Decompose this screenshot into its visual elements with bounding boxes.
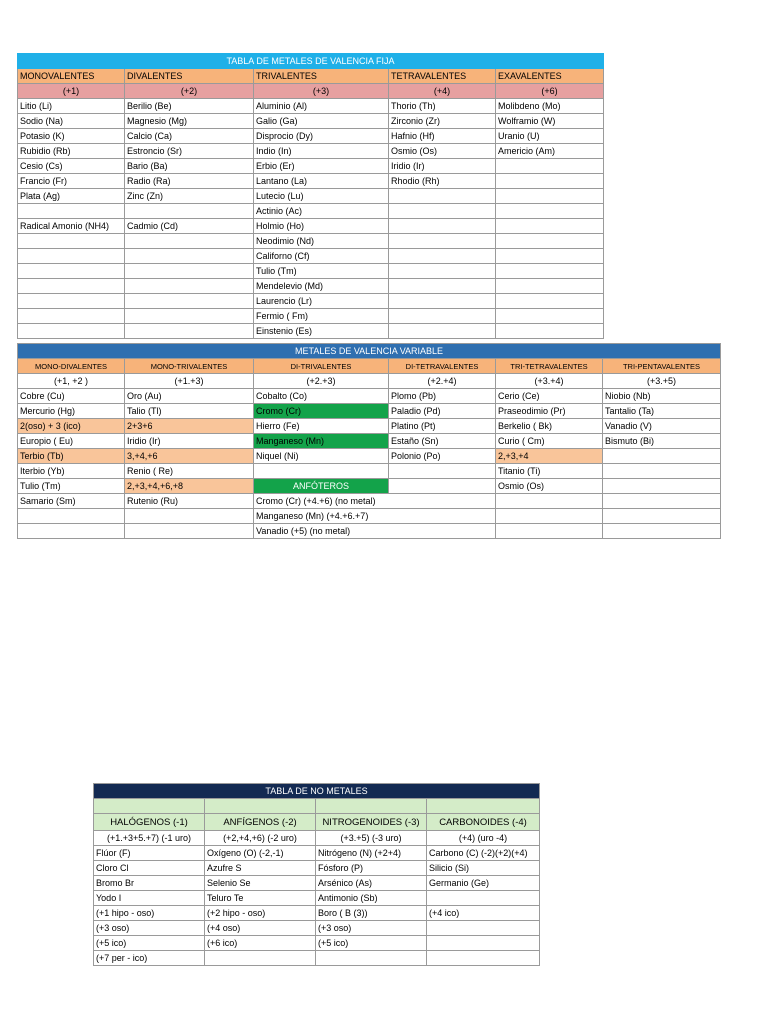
table-cell: Niquel (Ni) [254, 449, 389, 464]
header-cell: TETRAVALENTES [389, 69, 496, 84]
table-row [94, 951, 540, 966]
table-cell: Iterbio (Yb) [18, 464, 125, 479]
table-cell [18, 264, 125, 279]
table-row [18, 309, 604, 324]
table-cell: 3,+4,+6 [125, 449, 254, 464]
table-cell: Berkelio ( Bk) [496, 419, 603, 434]
table-cell [125, 294, 254, 309]
table-cell [427, 891, 540, 906]
valence-cell: (+4) [389, 84, 496, 99]
table-row [18, 159, 604, 174]
valence-cell: (+4) (uro -4) [427, 831, 540, 846]
table-cell [496, 249, 604, 264]
table-cell: Galio (Ga) [254, 114, 389, 129]
table-row [94, 936, 540, 951]
table-cell: Estroncio (Sr) [125, 144, 254, 159]
nonmetals-header-row [94, 814, 540, 831]
table-cell [316, 951, 427, 966]
table-cell: (+3 oso) [316, 921, 427, 936]
table-cell: Lutecio (Lu) [254, 189, 389, 204]
table-cell: Hafnio (Hf) [389, 129, 496, 144]
table-cell: Renio ( Re) [125, 464, 254, 479]
valence-cell: (+1.+3+5.+7) (-1 uro) [94, 831, 205, 846]
table-cell: Mercurio (Hg) [18, 404, 125, 419]
table-cell: Calcio (Ca) [125, 129, 254, 144]
table-cell: Bismuto (Bi) [603, 434, 721, 449]
table-cell [496, 174, 604, 189]
table-cell [389, 264, 496, 279]
table-cell: Curio ( Cm) [496, 434, 603, 449]
table-cell: Fermio ( Fm) [254, 309, 389, 324]
table-cell [496, 159, 604, 174]
table-cell: Radio (Ra) [125, 174, 254, 189]
table-cell [125, 309, 254, 324]
table-row [18, 434, 721, 449]
table-cell: Boro ( B (3)) [316, 906, 427, 921]
header-cell: MONOVALENTES [18, 69, 125, 84]
table-cell: Iridio (Ir) [389, 159, 496, 174]
table-row [18, 264, 604, 279]
table-cell [389, 479, 496, 494]
header-cell: ANFÍGENOS (-2) [205, 814, 316, 831]
table-cell: Francio (Fr) [18, 174, 125, 189]
table-cell [496, 309, 604, 324]
table-cell [496, 279, 604, 294]
table-row [18, 389, 721, 404]
table-cell: Actinio (Ac) [254, 204, 389, 219]
table-cell: Iridio (Ir) [125, 434, 254, 449]
table-cell: Arsénico (As) [316, 876, 427, 891]
table-cell: Potasio (K) [18, 129, 125, 144]
table-cell: Oro (Au) [125, 389, 254, 404]
table-cell: Teluro Te [205, 891, 316, 906]
table-cell: Vanadio (V) [603, 419, 721, 434]
fixed-table-body [18, 99, 604, 339]
table-cell: Polonio (Po) [389, 449, 496, 464]
table-cell [125, 509, 254, 524]
table-cell: (+7 per - ico) [94, 951, 205, 966]
table-cell [496, 509, 603, 524]
table-cell: (+6 ico) [205, 936, 316, 951]
table-cell: Hierro (Fe) [254, 419, 389, 434]
header-cell: TRIVALENTES [254, 69, 389, 84]
table-cell: 2+3+6 [125, 419, 254, 434]
table-cell [125, 249, 254, 264]
fixed-valence-table [17, 53, 604, 339]
table-cell: Magnesio (Mg) [125, 114, 254, 129]
table-cell [389, 249, 496, 264]
nonmetals-valence-row [94, 831, 540, 846]
table-cell [389, 509, 496, 524]
table-cell [389, 464, 496, 479]
table-cell: Osmio (Os) [496, 479, 603, 494]
header-cell: TRI-TETRAVALENTES [496, 359, 603, 374]
table-cell [389, 324, 496, 339]
table-cell [389, 219, 496, 234]
table-cell: Rhodio (Rh) [389, 174, 496, 189]
table-row [18, 449, 721, 464]
table-cell: Carbono (C) (-2)(+2)(+4) [427, 846, 540, 861]
table-row [18, 324, 604, 339]
table-row [18, 234, 604, 249]
header-cell: DIVALENTES [125, 69, 254, 84]
table-cell: Plata (Ag) [18, 189, 125, 204]
table-cell: Lantano (La) [254, 174, 389, 189]
valence-cell: (+3.+5) [603, 374, 721, 389]
valence-cell: (+3) [254, 84, 389, 99]
table-row [18, 404, 721, 419]
table-cell: Europio ( Eu) [18, 434, 125, 449]
valence-cell: (+2.+3) [254, 374, 389, 389]
fixed-table-title: TABLA DE METALES DE VALENCIA FIJA [18, 54, 604, 69]
table-cell: Cobalto (Co) [254, 389, 389, 404]
table-cell [125, 324, 254, 339]
table-cell: Cerio (Ce) [496, 389, 603, 404]
table-cell: Rutenio (Ru) [125, 494, 254, 509]
table-cell [603, 479, 721, 494]
valence-cell: (+2,+4,+6) (-2 uro) [205, 831, 316, 846]
table-cell: Sodio (Na) [18, 114, 125, 129]
table-cell [496, 219, 604, 234]
table-cell: Uranio (U) [496, 129, 604, 144]
table-cell [496, 264, 604, 279]
table-cell: Antimonio (Sb) [316, 891, 427, 906]
table-cell: Holmio (Ho) [254, 219, 389, 234]
table-cell: Germanio (Ge) [427, 876, 540, 891]
table-cell: Tantalio (Ta) [603, 404, 721, 419]
header-cell: DI-TRIVALENTES [254, 359, 389, 374]
table-cell [427, 951, 540, 966]
table-cell: Zirconio (Zr) [389, 114, 496, 129]
table-cell [389, 234, 496, 249]
table-cell: Plomo (Pb) [389, 389, 496, 404]
table-row [18, 129, 604, 144]
table-cell: Tulio (Tm) [254, 264, 389, 279]
table-cell: Manganeso (Mn) [254, 434, 389, 449]
table-cell: Americio (Am) [496, 144, 604, 159]
valence-cell: (+2.+4) [389, 374, 496, 389]
table-cell: Paladio (Pd) [389, 404, 496, 419]
table-cell: (+1 hipo - oso) [94, 906, 205, 921]
variable-valence-table [17, 343, 721, 539]
table-cell [496, 294, 604, 309]
header-cell: HALÓGENOS (-1) [94, 814, 205, 831]
variable-valence-row [18, 374, 721, 389]
table-cell: Erbio (Er) [254, 159, 389, 174]
table-row [18, 464, 721, 479]
table-cell: 2,+3,+4 [496, 449, 603, 464]
table-cell: Cromo (Cr) [254, 404, 389, 419]
table-row [18, 479, 721, 494]
table-row [18, 114, 604, 129]
table-cell [18, 234, 125, 249]
table-cell: Estaño (Sn) [389, 434, 496, 449]
table-cell: Zinc (Zn) [125, 189, 254, 204]
table-cell [389, 309, 496, 324]
table-cell: Rubidio (Rb) [18, 144, 125, 159]
table-cell: Samario (Sm) [18, 494, 125, 509]
table-cell: Yodo I [94, 891, 205, 906]
table-cell [389, 279, 496, 294]
table-row [94, 891, 540, 906]
valence-cell: (+2) [125, 84, 254, 99]
table-cell [18, 524, 125, 539]
variable-header-row [18, 359, 721, 374]
table-cell: Titanio (Ti) [496, 464, 603, 479]
table-cell [603, 449, 721, 464]
nonmetals-table-title: TABLA DE NO METALES [94, 784, 540, 799]
table-row [94, 876, 540, 891]
table-cell [18, 204, 125, 219]
table-cell [496, 189, 604, 204]
table-cell: Bario (Ba) [125, 159, 254, 174]
table-cell: (+5 ico) [94, 936, 205, 951]
table-row [94, 921, 540, 936]
table-cell [603, 464, 721, 479]
table-cell [389, 294, 496, 309]
table-cell: 2,+3,+4,+6,+8 [125, 479, 254, 494]
table-cell: Flúor (F) [94, 846, 205, 861]
table-cell: Platino (Pt) [389, 419, 496, 434]
table-cell: (+4 oso) [205, 921, 316, 936]
table-row [94, 861, 540, 876]
table-cell: (+4 ico) [427, 906, 540, 921]
table-cell [125, 524, 254, 539]
header-cell: MONO-TRIVALENTES [125, 359, 254, 374]
table-cell: Selenio Se [205, 876, 316, 891]
anfoteros-header: ANFÓTEROS [254, 479, 389, 494]
table-cell: Aluminio (Al) [254, 99, 389, 114]
table-cell [496, 324, 604, 339]
table-cell [496, 234, 604, 249]
table-cell [18, 294, 125, 309]
table-cell [125, 279, 254, 294]
table-cell [389, 494, 496, 509]
table-cell: Molibdeno (Mo) [496, 99, 604, 114]
valence-cell: (+3.+5) (-3 uro) [316, 831, 427, 846]
table-cell [254, 464, 389, 479]
table-cell [125, 264, 254, 279]
table-row [18, 509, 721, 524]
table-cell: Talio (Tl) [125, 404, 254, 419]
table-cell: Azufre S [205, 861, 316, 876]
table-cell: Californo (Cf) [254, 249, 389, 264]
header-cell: EXAVALENTES [496, 69, 604, 84]
table-cell: Mendelevio (Md) [254, 279, 389, 294]
table-cell [603, 509, 721, 524]
valence-cell: (+1.+3) [125, 374, 254, 389]
table-row [94, 906, 540, 921]
table-row [18, 249, 604, 264]
table-cell: Indio (In) [254, 144, 389, 159]
table-cell [18, 324, 125, 339]
table-cell [205, 951, 316, 966]
table-cell: Vanadio (+5) (no metal) [254, 524, 389, 539]
table-row [18, 189, 604, 204]
table-cell: Radical Amonio (NH4) [18, 219, 125, 234]
table-cell: Osmio (Os) [389, 144, 496, 159]
table-cell [125, 204, 254, 219]
table-cell: (+2 hipo - oso) [205, 906, 316, 921]
table-cell [389, 189, 496, 204]
table-cell [496, 494, 603, 509]
variable-table-title: METALES DE VALENCIA VARIABLE [18, 344, 721, 359]
table-cell: Oxígeno (O) (-2,-1) [205, 846, 316, 861]
table-row [18, 524, 721, 539]
table-row [18, 144, 604, 159]
table-cell: Thorio (Th) [389, 99, 496, 114]
table-row [18, 494, 721, 509]
variable-table-body [18, 389, 721, 539]
table-cell [603, 494, 721, 509]
table-cell: Cesio (Cs) [18, 159, 125, 174]
table-cell: Manganeso (Mn) (+4.+6.+7) [254, 509, 389, 524]
table-row [18, 294, 604, 309]
nonmetals-table-body [94, 846, 540, 966]
table-cell: Nitrógeno (N) (+2+4) [316, 846, 427, 861]
table-cell [18, 309, 125, 324]
table-cell: Berilio (Be) [125, 99, 254, 114]
header-cell: DI-TETRAVALENTES [389, 359, 496, 374]
header-cell: MONO-DIVALENTES [18, 359, 125, 374]
table-cell: Wolframio (W) [496, 114, 604, 129]
table-cell: Cromo (Cr) (+4.+6) (no metal) [254, 494, 389, 509]
table-cell: Neodimio (Nd) [254, 234, 389, 249]
fixed-valence-row [18, 84, 604, 99]
valence-cell: (+1, +2 ) [18, 374, 125, 389]
table-cell [18, 249, 125, 264]
valence-cell: (+3.+4) [496, 374, 603, 389]
table-cell: Disprocio (Dy) [254, 129, 389, 144]
fixed-header-row [18, 69, 604, 84]
table-row [18, 99, 604, 114]
header-cell: TRI-PENTAVALENTES [603, 359, 721, 374]
table-cell [496, 204, 604, 219]
table-cell [389, 524, 496, 539]
nonmetals-table [93, 783, 540, 966]
table-cell: Tulio (Tm) [18, 479, 125, 494]
table-cell: Praseodimio (Pr) [496, 404, 603, 419]
table-cell: Cadmio (Cd) [125, 219, 254, 234]
table-cell [18, 279, 125, 294]
table-cell [18, 509, 125, 524]
table-cell: Silicio (Si) [427, 861, 540, 876]
table-cell: Fósforo (P) [316, 861, 427, 876]
table-row [18, 204, 604, 219]
table-cell [389, 204, 496, 219]
table-cell: Bromo Br [94, 876, 205, 891]
table-cell: Laurencio (Lr) [254, 294, 389, 309]
table-cell: Niobio (Nb) [603, 389, 721, 404]
table-row [18, 419, 721, 434]
table-cell [603, 524, 721, 539]
valence-cell: (+6) [496, 84, 604, 99]
table-row [18, 279, 604, 294]
table-cell: 2(oso) + 3 (ico) [18, 419, 125, 434]
table-cell [427, 921, 540, 936]
valence-cell: (+1) [18, 84, 125, 99]
table-cell [427, 936, 540, 951]
table-cell: (+5 ico) [316, 936, 427, 951]
table-row [18, 219, 604, 234]
nonmetals-blank-row [94, 799, 540, 814]
table-cell: (+3 oso) [94, 921, 205, 936]
table-cell: Terbio (Tb) [18, 449, 125, 464]
header-cell: CARBONOIDES (-4) [427, 814, 540, 831]
table-row [18, 174, 604, 189]
table-cell [125, 234, 254, 249]
table-cell: Einstenio (Es) [254, 324, 389, 339]
table-row [94, 846, 540, 861]
table-cell: Cloro Cl [94, 861, 205, 876]
table-cell: Cobre (Cu) [18, 389, 125, 404]
table-cell [496, 524, 603, 539]
header-cell: NITROGENOIDES (-3) [316, 814, 427, 831]
table-cell: Litio (Li) [18, 99, 125, 114]
